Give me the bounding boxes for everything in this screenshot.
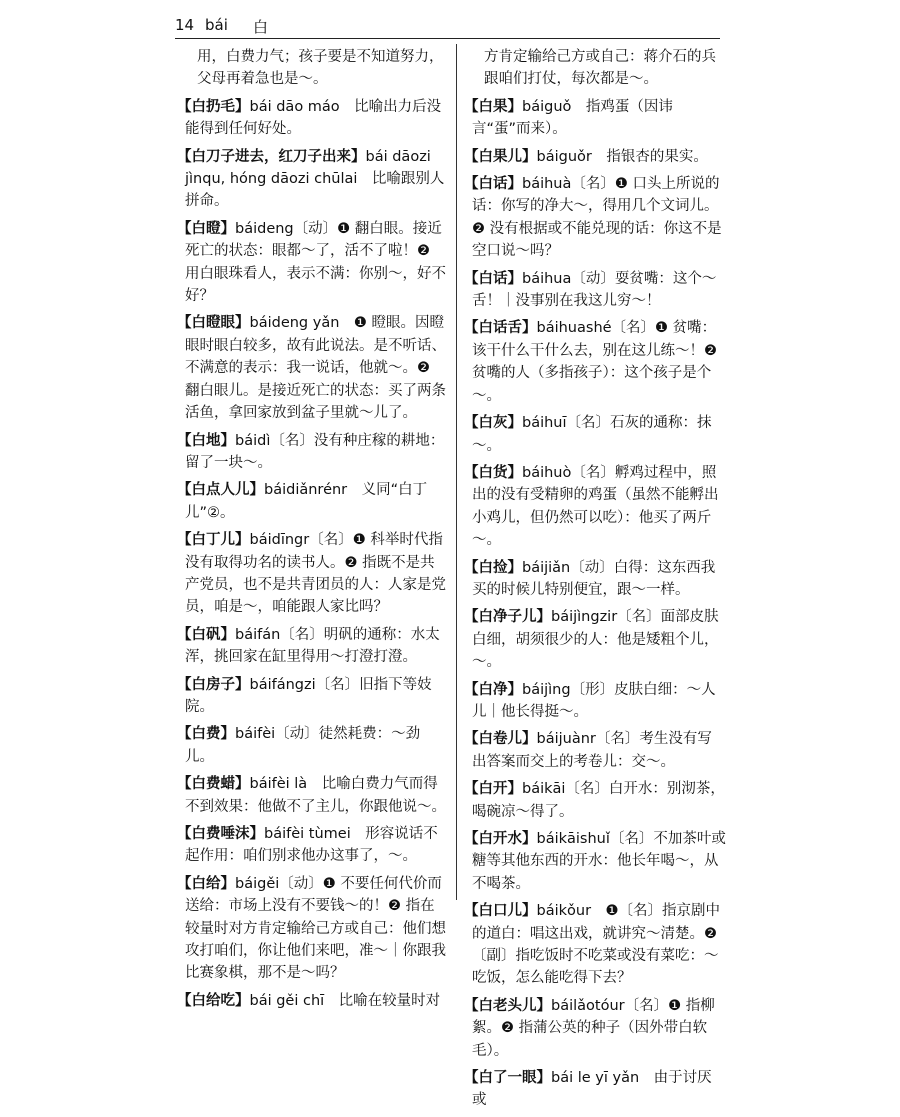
headword: 【白货】 bbox=[464, 464, 522, 481]
header-character: 白 bbox=[253, 18, 269, 36]
headword: 【白点人儿】 bbox=[177, 482, 264, 499]
headword: 【白房子】 bbox=[177, 676, 250, 693]
headword: 【白瞪眼】 bbox=[177, 315, 250, 332]
dictionary-entry: 方肯定输给己方或自己：蒋介石的兵跟咱们打仗，每次都是～。 bbox=[484, 49, 716, 88]
dictionary-entry: 【白净】báijìng〔形〕皮肤白细：～人儿｜他长得挺～。 bbox=[464, 681, 716, 720]
dictionary-entry: 【白灰】báihuī〔名〕石灰的通称：抹～。 bbox=[464, 415, 712, 454]
dictionary-entry: 【白扔毛】bái dāo máo 比喻出力后没能得到任何好处。 bbox=[177, 98, 442, 138]
page-number: 14 bbox=[175, 16, 195, 34]
headword: 【白老头儿】 bbox=[464, 997, 551, 1014]
headword: 【白卷儿】 bbox=[464, 731, 537, 748]
headword: 【白给】 bbox=[177, 875, 235, 892]
dictionary-entry: 【白话】báihuà〔名〕❶ 口头上所说的话：你写的净大～，得用几个文词儿。❷ 没有根据或不能兑现的话：你这不是空口说～吗？ bbox=[464, 176, 722, 260]
headword: 【白净子儿】 bbox=[464, 609, 551, 626]
dictionary-entry: 【白费蜡】báifèi là 比喻白费力气而得不到效果：他做不了主儿，你跟他说～。 bbox=[177, 776, 446, 815]
headword: 【白开】 bbox=[464, 781, 522, 798]
headword: 【白地】 bbox=[177, 432, 235, 449]
dictionary-entry: 【白话舌】báihuashé〔名〕❶ 贫嘴：该干什么干什么去，别在这儿练～！❷ 贫嘴的人（多指孩子）：这个孩子是个～。 bbox=[464, 320, 717, 404]
dictionary-entry: 【白给吃】bái gěi chī 比喻在较量时对 bbox=[177, 992, 441, 1009]
dictionary-entry: 用，白费力气；孩子要是不知道努力，父母再着急也是～。 bbox=[197, 49, 444, 88]
headword: 【白净】 bbox=[464, 681, 522, 698]
headword: 【白话】 bbox=[464, 176, 522, 193]
left-column bbox=[177, 46, 447, 1017]
headword: 【白灰】 bbox=[464, 415, 522, 432]
dictionary-entry: 【白地】báidì〔名〕没有种庄稼的耕地：留了一块～。 bbox=[177, 432, 445, 471]
dictionary-entry: 【白口儿】báikǒur ❶〔名〕指京剧中的道白：唱这出戏，就讲究～清楚。❷〔副〕指吃饭时不吃菜或没有菜吃：～吃饭，怎么能吃得下去？ bbox=[464, 903, 721, 987]
dictionary-entry: 【白了一眼】bái le yī yǎn 由于讨厌或 bbox=[464, 1070, 712, 1109]
dictionary-entry: 【白费唾沫】báifèi tùmei 形容说话不起作用：咱们别求他办这事了，～。 bbox=[177, 826, 438, 865]
right-column bbox=[464, 46, 726, 1117]
headword: 【白了一眼】 bbox=[464, 1070, 551, 1087]
dictionary-entry: 【白刀子进去，红刀子出来】bái dāozi jìnqu, hóng dāozi chūlai 比喻跟别人拼命。 bbox=[177, 148, 445, 210]
dictionary-entry: 【白丁儿】báidīngr〔名〕❶ 科举时代指没有取得功名的读书人。❷ 指既不是共产党员，也不是共青团员的人：人家是党员，咱是～，咱能跟人家比吗？ bbox=[177, 532, 446, 616]
headword: 【白给吃】 bbox=[177, 992, 250, 1009]
dictionary-entry: 【白瞪眼】báideng yǎn ❶ 瞪眼。因瞪眼时眼白较多，故有此说法。是不听话、不满意的表示：我一说话，他就～。❷ 翻白眼儿。是接近死亡的状态：买了两条活鱼，拿回家放到盆子里就～儿了。 bbox=[177, 315, 446, 422]
dictionary-entry: 【白点人儿】báidiǎnrénr 义同“白丁儿”②。 bbox=[177, 482, 428, 521]
headword: 【白果儿】 bbox=[464, 148, 537, 165]
dictionary-entry: 【白费】báifèi〔动〕徒然耗费：～劲儿。 bbox=[177, 726, 421, 765]
dictionary-entry: 【白货】báihuò〔名〕孵鸡过程中，照出的没有受精卵的鸡蛋（虽然不能孵出小鸡儿，但仍然可以吃）：他买了两斤～。 bbox=[464, 464, 719, 549]
dictionary-entry: 【白给】báigěi〔动〕❶ 不要任何代价而送给：市场上没有不要钱～的！❷ 指在较量时对方肯定输给己方或自己：他们想攻打咱们，你让他们来吧，准～｜你跟我比赛象棋，那不是～吗？ bbox=[177, 875, 446, 982]
dictionary-entry: 【白话】báihua〔动〕耍贫嘴：这个～舌！｜没事别在我这儿穷～！ bbox=[464, 270, 717, 310]
dictionary-entry: 【白老头儿】báilǎotóur〔名〕❶ 指柳絮。❷ 指蒲公英的种子（因外带白软毛）。 bbox=[464, 997, 715, 1059]
headword: 【白费唾沫】 bbox=[177, 826, 264, 842]
headword: 【白口儿】 bbox=[464, 903, 537, 920]
headword: 【白瞪】 bbox=[177, 220, 235, 237]
headword: 【白话舌】 bbox=[464, 320, 537, 337]
headword: 【白费蜡】 bbox=[177, 776, 250, 793]
dictionary-entry: 【白开】báikāi〔名〕白开水：别沏茶，喝碗凉～得了。 bbox=[464, 781, 725, 820]
headword: 【白开水】 bbox=[464, 831, 537, 847]
headword: 【白果】 bbox=[464, 98, 522, 115]
header-pinyin: bái bbox=[205, 16, 228, 34]
headword: 【白丁儿】 bbox=[177, 532, 250, 549]
dictionary-entry: 【白果儿】báiguǒr 指银杏的果实。 bbox=[464, 148, 708, 165]
dictionary-entry: 【白矾】báifán〔名〕明矾的通称：水太浑，挑回家在缸里得用～打澄打澄。 bbox=[177, 626, 440, 666]
dictionary-entry: 【白房子】báifángzi〔名〕旧指下等妓院。 bbox=[177, 676, 432, 715]
dictionary-entry: 【白卷儿】báijuànr〔名〕考生没有写出答案而交上的考卷儿：交～。 bbox=[464, 731, 712, 770]
dictionary-entry: 【白果】báiguǒ 指鸡蛋（因讳言“蛋”而来）。 bbox=[464, 98, 673, 138]
headword: 【白刀子进去，红刀子出来】 bbox=[177, 148, 366, 165]
headword: 【白矾】 bbox=[177, 626, 235, 643]
dictionary-entry: 【白瞪】báideng〔动〕❶ 翻白眼。接近死亡的状态：眼都～了，活不了啦！❷ 用白眼珠看人，表示不满：你别～，好不好？ bbox=[177, 220, 446, 305]
headword: 【白话】 bbox=[464, 270, 522, 287]
headword: 【白费】 bbox=[177, 726, 235, 743]
dictionary-entry: 【白开水】báikāishuǐ〔名〕不加茶叶或糖等其他东西的开水：他长年喝～，从不喝茶。 bbox=[464, 831, 726, 892]
column-divider bbox=[456, 44, 457, 900]
headword: 【白捡】 bbox=[464, 559, 522, 576]
dictionary-entry: 【白净子儿】báijìngzir〔名〕面部皮肤白细，胡须很少的人：他是矮粗个儿，～。 bbox=[464, 609, 719, 671]
headword: 【白扔毛】 bbox=[177, 98, 250, 115]
dictionary-entry: 【白捡】báijiǎn〔动〕白得：这东西我买的时候儿特别便宜，跟～一样。 bbox=[464, 559, 716, 598]
header-rule bbox=[175, 38, 720, 39]
